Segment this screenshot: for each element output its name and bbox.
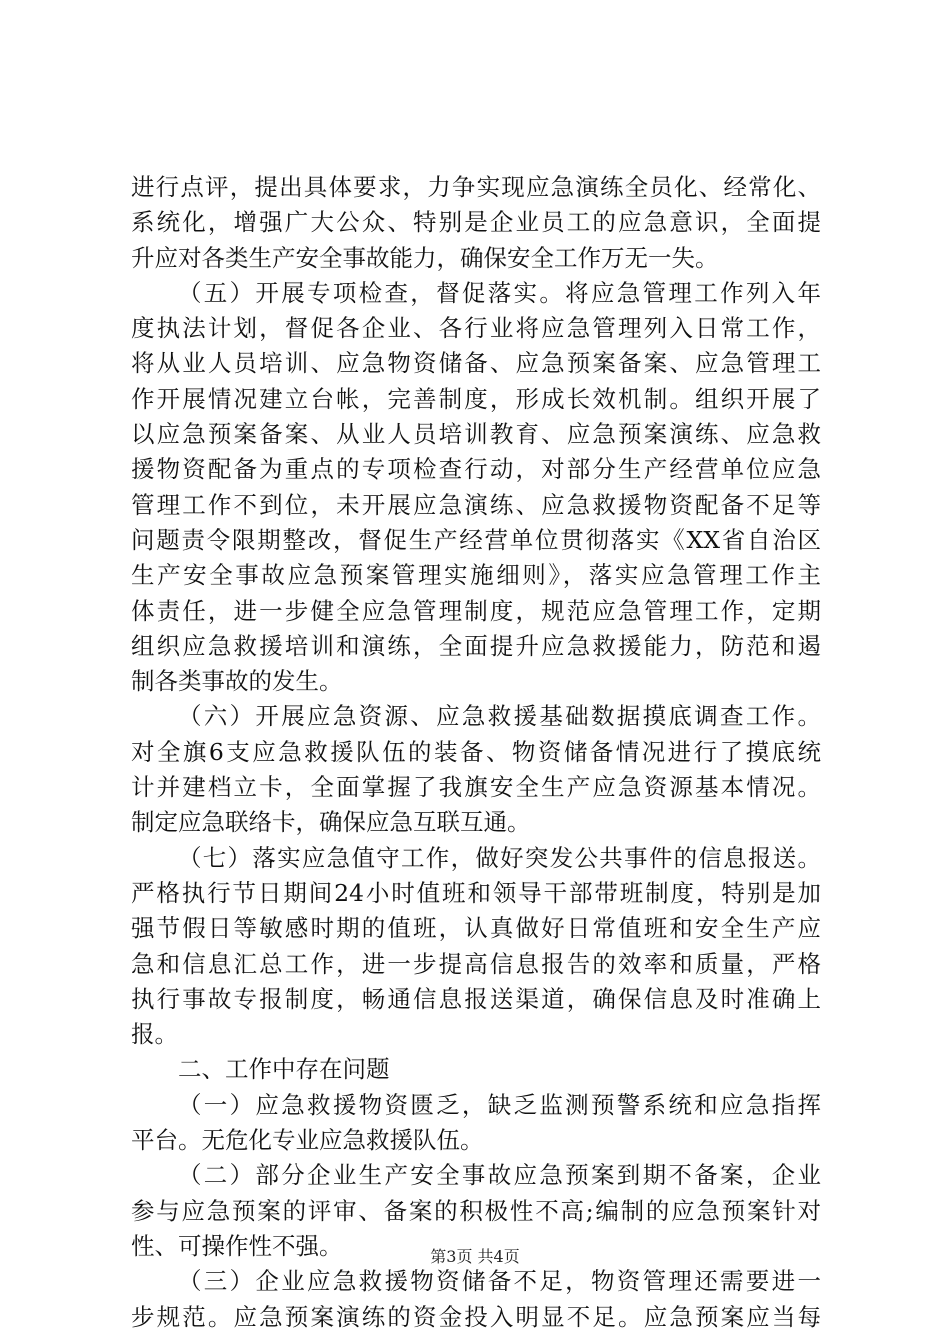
text-line: 进行点评，提出具体要求，力争实现应急演练全员化、经常化、 [131,173,821,201]
text-line: 体责任，进一步健全应急管理制度，规范应急管理工作，定期 [131,596,821,625]
text-line: （七）落实应急值守工作，做好突发公共事件的信息报送。 [178,843,821,872]
text-line: 报。 [131,1020,178,1049]
text-line: （一）应急救援物资匮乏，缺乏监测预警系统和应急指挥 [178,1090,821,1119]
text-line: 将从业人员培训、应急物资储备、应急预案备案、应急管理工 [131,349,821,378]
text-line: 制定应急联络卡，确保应急互联互通。 [131,808,531,837]
text-line: 平台。无危化专业应急救援队伍。 [131,1126,484,1155]
text-line: （三）企业应急救援物资储备不足，物资管理还需要进一 [178,1267,821,1296]
text-line: （六）开展应急资源、应急救援基础数据摸底调查工作。 [178,702,821,731]
text-line: 问题责令限期整改，督促生产经营单位贯彻落实《XX省自治区 [131,525,821,554]
text-line: （二）部分企业生产安全事故应急预案到期不备案，企业 [178,1161,821,1190]
text-line: 作开展情况建立台帐，完善制度，形成长效机制。组织开展了 [131,384,821,413]
text-line: 度执法计划，督促各企业、各行业将应急管理列入日常工作， [131,314,821,343]
page-number-footer: 第3页 共4页 [430,1247,520,1266]
text-line: （五）开展专项检查，督促落实。将应急管理工作列入年 [178,278,821,307]
text-line: 管理工作不到位，未开展应急演练、应急救援物资配备不足等 [131,490,821,519]
text-line: 参与应急预案的评审、备案的积极性不高;编制的应急预案针对 [131,1196,821,1225]
text-line: 严格执行节日期间24小时值班和领导干部带班制度，特别是加 [131,878,821,907]
text-line: 步规范。应急预案演练的资金投入明显不足。应急预案应当每 [131,1302,821,1331]
text-line: 升应对各类生产安全事故能力，确保安全工作万无一失。 [131,243,719,272]
text-line: 援物资配备为重点的专项检查行动，对部分生产经营单位应急 [131,455,821,484]
text-line: 执行事故专报制度，畅通信息报送渠道，确保信息及时准确上 [131,984,821,1013]
text-line: 性、可操作性不强。 [131,1231,343,1260]
text-line: 制各类事故的发生。 [131,667,343,696]
text-line: 急和信息汇总工作，进一步提高信息报告的效率和质量，严格 [131,949,821,978]
text-line: 以应急预案备案、从业人员培训教育、应急预案演练、应急救 [131,420,821,449]
text-line: 生产安全事故应急预案管理实施细则》，落实应急管理工作主 [131,561,821,590]
text-line: 组织应急救援培训和演练，全面提升应急救援能力，防范和遏 [131,631,821,660]
text-line: 系统化，增强广大公众、特别是企业员工的应急意识，全面提 [131,208,821,237]
text-line: 计并建档立卡，全面掌握了我旗安全生产应急资源基本情况。 [131,773,821,802]
section-heading: 二、工作中存在问题 [178,1055,390,1084]
text-line: 对全旗6支应急救援队伍的装备、物资储备情况进行了摸底统 [131,737,821,766]
text-line: 强节假日等敏感时期的值班，认真做好日常值班和安全生产应 [131,914,821,943]
body-text [131,170,821,1335]
